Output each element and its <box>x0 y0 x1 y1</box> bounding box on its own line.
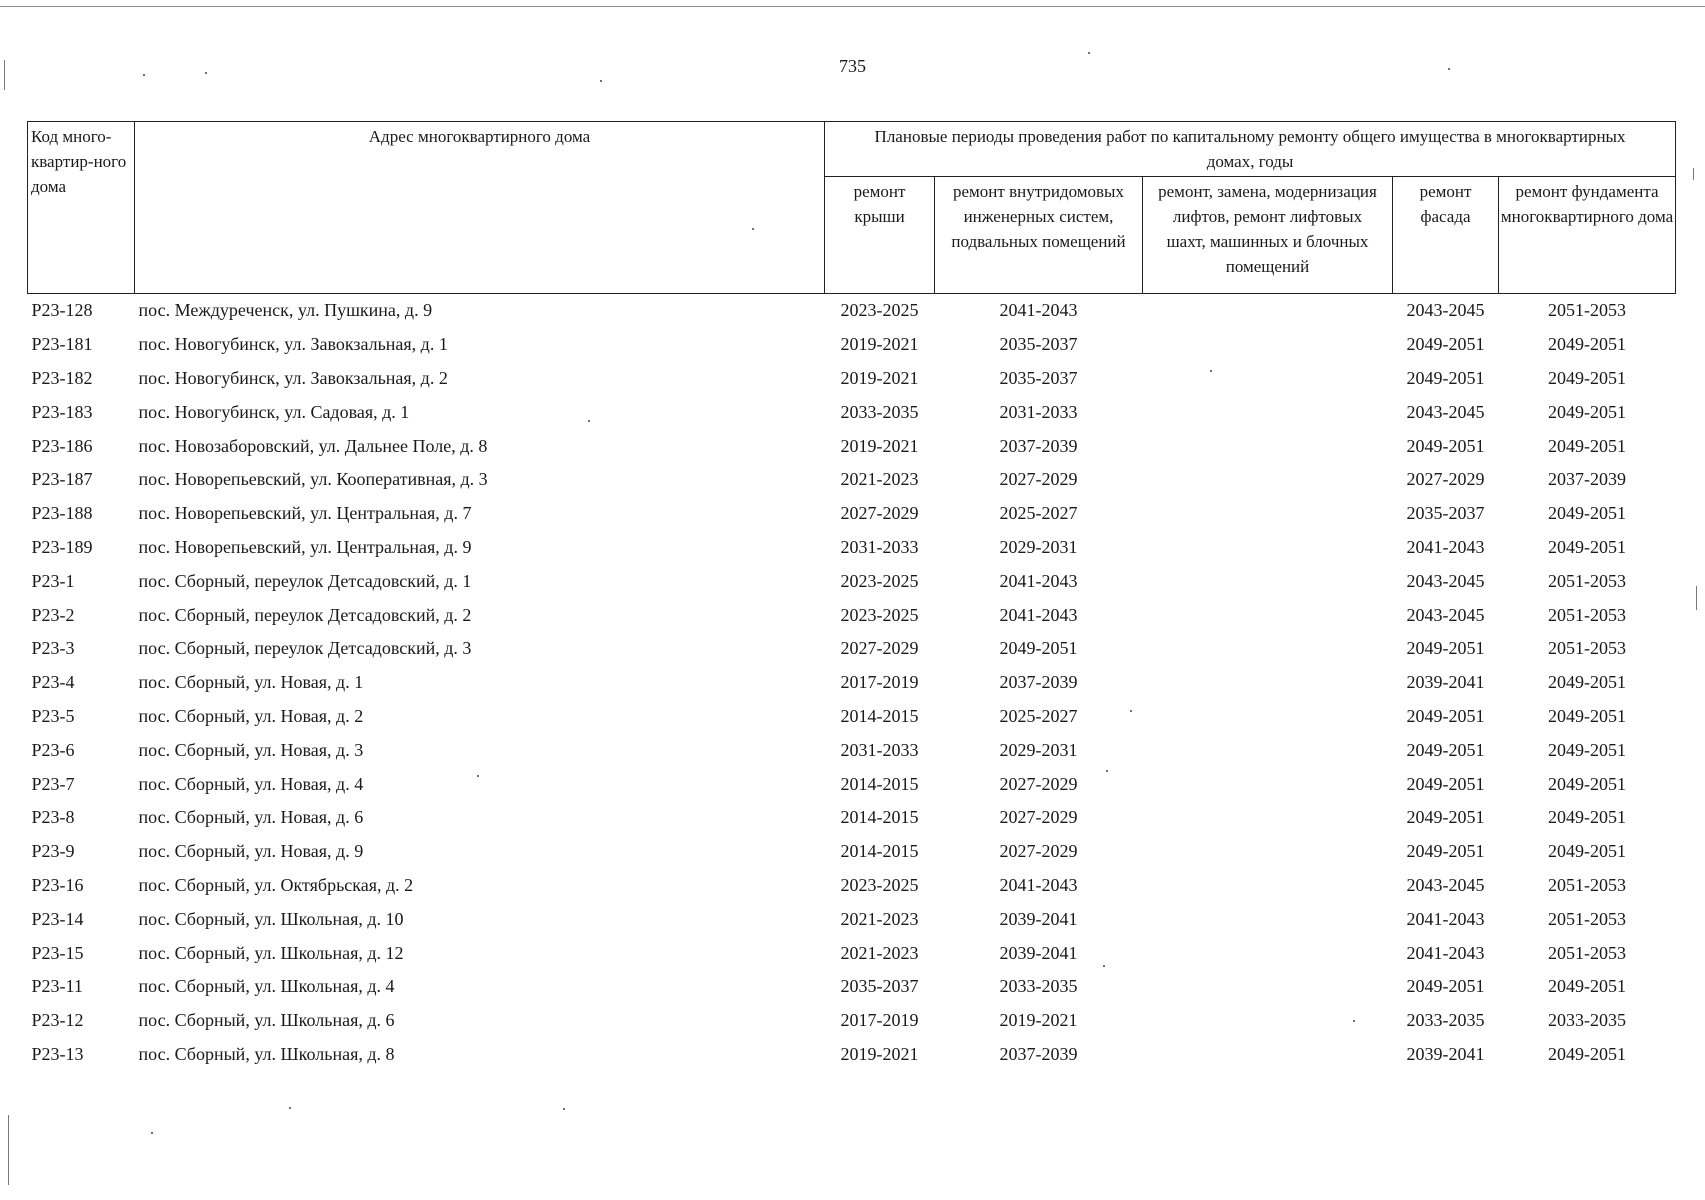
cell-foundation: 2051-2053 <box>1548 874 1627 895</box>
cell-facade: 2049-2051 <box>1406 773 1485 794</box>
cell-code: Р23-188 <box>31 503 93 524</box>
repair-plan-table <box>27 121 1676 1071</box>
scan-speck <box>205 72 207 74</box>
header-row-top <box>28 122 1676 177</box>
cell-code: Р23-16 <box>31 874 84 895</box>
cell-elevators <box>1143 700 1393 734</box>
cell-foundation: 2049-2051 <box>1548 841 1627 862</box>
cell-address: пос. Сборный, ул. Новая, д. 4 <box>138 773 364 794</box>
cell-address: пос. Новорепьевский, ул. Центральная, д. 9 <box>138 536 472 557</box>
scan-speck <box>289 1107 291 1109</box>
cell-elevators <box>1143 294 1393 328</box>
cell-engineering: 2027-2029 <box>999 807 1078 828</box>
cell-code: Р23-6 <box>31 739 75 760</box>
cell-address: пос. Новогубинск, ул. Садовая, д. 1 <box>138 401 410 422</box>
cell-roof: 2014-2015 <box>840 705 919 726</box>
cell-code: Р23-11 <box>31 976 83 997</box>
cell-foundation: 2051-2053 <box>1548 908 1627 929</box>
cell-foundation: 2037-2039 <box>1548 469 1627 490</box>
cell-elevators <box>1143 598 1393 632</box>
scan-speck <box>1088 52 1090 54</box>
cell-code: Р23-189 <box>31 536 93 557</box>
cell-facade: 2043-2045 <box>1406 401 1485 422</box>
cell-facade: 2049-2051 <box>1406 841 1485 862</box>
cell-address: пос. Сборный, ул. Новая, д. 1 <box>138 672 364 693</box>
cell-address: пос. Междуреченск, ул. Пушкина, д. 9 <box>138 300 433 321</box>
cell-roof: 2014-2015 <box>840 807 919 828</box>
table-row <box>28 936 1676 970</box>
cell-address: пос. Сборный, ул. Школьная, д. 8 <box>138 1043 395 1064</box>
cell-engineering: 2037-2039 <box>999 672 1078 693</box>
header-foundation: ремонт фундамента многоквартирного дома <box>1499 177 1676 294</box>
cell-facade: 2049-2051 <box>1406 334 1485 355</box>
scan-speck <box>563 1108 565 1110</box>
cell-code: Р23-128 <box>31 300 93 321</box>
cell-foundation: 2049-2051 <box>1548 705 1627 726</box>
cell-address: пос. Сборный, ул. Октябрьская, д. 2 <box>138 874 414 895</box>
cell-roof: 2023-2025 <box>840 874 919 895</box>
table-row <box>28 497 1676 531</box>
cell-code: Р23-183 <box>31 401 93 422</box>
cell-code: Р23-14 <box>31 908 84 929</box>
cell-code: Р23-7 <box>31 773 75 794</box>
cell-roof: 2027-2029 <box>840 638 919 659</box>
cell-code: Р23-186 <box>31 435 93 456</box>
cell-foundation: 2049-2051 <box>1548 536 1627 557</box>
header-roof: ремонт крыши <box>825 177 935 294</box>
cell-foundation: 2049-2051 <box>1548 773 1627 794</box>
cell-engineering: 2033-2035 <box>999 976 1078 997</box>
cell-engineering: 2027-2029 <box>999 773 1078 794</box>
cell-facade: 2033-2035 <box>1406 1010 1485 1031</box>
cell-facade: 2035-2037 <box>1406 503 1485 524</box>
cell-address: пос. Сборный, ул. Школьная, д. 10 <box>138 908 404 929</box>
cell-address: пос. Новозаборовский, ул. Дальнее Поле, д. 8 <box>138 435 488 456</box>
cell-elevators <box>1143 1004 1393 1038</box>
cell-address: пос. Сборный, ул. Школьная, д. 12 <box>138 942 404 963</box>
cell-engineering: 2035-2037 <box>999 334 1078 355</box>
cell-foundation: 2049-2051 <box>1548 401 1627 422</box>
cell-engineering: 2041-2043 <box>999 874 1078 895</box>
cell-roof: 2035-2037 <box>840 976 919 997</box>
table-row <box>28 294 1676 328</box>
cell-facade: 2043-2045 <box>1406 604 1485 625</box>
cell-facade: 2039-2041 <box>1406 672 1485 693</box>
cell-roof: 2031-2033 <box>840 536 919 557</box>
table-row <box>28 835 1676 869</box>
scan-speck <box>477 775 479 777</box>
scan-speck <box>588 420 590 422</box>
cell-address: пос. Новогубинск, ул. Завокзальная, д. 2 <box>138 367 448 388</box>
cell-address: пос. Новогубинск, ул. Завокзальная, д. 1 <box>138 334 448 355</box>
cell-address: пос. Новорепьевский, ул. Центральная, д. 7 <box>138 503 472 524</box>
scan-speck <box>600 80 602 82</box>
cell-elevators <box>1143 463 1393 497</box>
cell-facade: 2041-2043 <box>1406 942 1485 963</box>
table-row <box>28 531 1676 565</box>
table-row <box>28 733 1676 767</box>
cell-engineering: 2029-2031 <box>999 739 1078 760</box>
cell-engineering: 2037-2039 <box>999 1043 1078 1064</box>
cell-roof: 2021-2023 <box>840 908 919 929</box>
cell-code: Р23-12 <box>31 1010 84 1031</box>
cell-engineering: 2035-2037 <box>999 367 1078 388</box>
cell-code: Р23-4 <box>31 672 75 693</box>
cell-foundation: 2049-2051 <box>1548 435 1627 456</box>
cell-address: пос. Сборный, ул. Школьная, д. 4 <box>138 976 395 997</box>
table-body <box>28 294 1676 1072</box>
cell-facade: 2043-2045 <box>1406 570 1485 591</box>
cell-facade: 2049-2051 <box>1406 807 1485 828</box>
cell-roof: 2019-2021 <box>840 334 919 355</box>
cell-roof: 2017-2019 <box>840 1010 919 1031</box>
cell-elevators <box>1143 632 1393 666</box>
cell-code: Р23-8 <box>31 807 75 828</box>
cell-address: пос. Сборный, ул. Новая, д. 3 <box>138 739 364 760</box>
cell-address: пос. Сборный, ул. Новая, д. 9 <box>138 841 364 862</box>
cell-engineering: 2041-2043 <box>999 300 1078 321</box>
cell-engineering: 2031-2033 <box>999 401 1078 422</box>
cell-roof: 2021-2023 <box>840 942 919 963</box>
cell-foundation: 2049-2051 <box>1548 739 1627 760</box>
cell-code: Р23-182 <box>31 367 93 388</box>
cell-code: Р23-5 <box>31 705 75 726</box>
cell-engineering: 2027-2029 <box>999 841 1078 862</box>
scan-speck <box>1210 370 1212 372</box>
cell-code: Р23-181 <box>31 334 93 355</box>
cell-code: Р23-15 <box>31 942 84 963</box>
cell-foundation: 2049-2051 <box>1548 976 1627 997</box>
scan-edge-mark <box>1696 586 1697 610</box>
cell-engineering: 2025-2027 <box>999 503 1078 524</box>
header-facade: ремонт фасада <box>1393 177 1499 294</box>
table-row <box>28 767 1676 801</box>
cell-roof: 2017-2019 <box>840 672 919 693</box>
cell-elevators <box>1143 362 1393 396</box>
scan-speck <box>151 1132 153 1134</box>
cell-foundation: 2049-2051 <box>1548 1043 1627 1064</box>
table-row <box>28 970 1676 1004</box>
cell-facade: 2049-2051 <box>1406 435 1485 456</box>
scan-speck <box>143 74 145 76</box>
cell-elevators <box>1143 666 1393 700</box>
table-row <box>28 429 1676 463</box>
cell-foundation: 2049-2051 <box>1548 807 1627 828</box>
cell-roof: 2021-2023 <box>840 469 919 490</box>
cell-elevators <box>1143 835 1393 869</box>
cell-elevators <box>1143 733 1393 767</box>
cell-roof: 2023-2025 <box>840 300 919 321</box>
cell-elevators <box>1143 395 1393 429</box>
cell-foundation: 2049-2051 <box>1548 672 1627 693</box>
cell-code: Р23-3 <box>31 638 75 659</box>
cell-code: Р23-13 <box>31 1043 84 1064</box>
page-number: 735 <box>839 56 866 76</box>
cell-roof: 2014-2015 <box>840 773 919 794</box>
cell-roof: 2019-2021 <box>840 435 919 456</box>
cell-foundation: 2051-2053 <box>1548 942 1627 963</box>
cell-address: пос. Сборный, ул. Школьная, д. 6 <box>138 1010 395 1031</box>
scan-speck <box>1106 770 1108 772</box>
cell-code: Р23-2 <box>31 604 75 625</box>
cell-roof: 2033-2035 <box>840 401 919 422</box>
cell-roof: 2031-2033 <box>840 739 919 760</box>
cell-elevators <box>1143 902 1393 936</box>
cell-engineering: 2049-2051 <box>999 638 1078 659</box>
cell-elevators <box>1143 869 1393 903</box>
table-row <box>28 1038 1676 1072</box>
table-row <box>28 902 1676 936</box>
cell-roof: 2019-2021 <box>840 1043 919 1064</box>
scan-speck <box>752 228 754 230</box>
table-row <box>28 869 1676 903</box>
cell-address: пос. Сборный, переулок Детсадовский, д. 2 <box>138 604 472 625</box>
cell-roof: 2027-2029 <box>840 503 919 524</box>
cell-foundation: 2051-2053 <box>1548 604 1627 625</box>
cell-facade: 2049-2051 <box>1406 705 1485 726</box>
table-header <box>28 122 1676 294</box>
cell-facade: 2043-2045 <box>1406 300 1485 321</box>
cell-engineering: 2025-2027 <box>999 705 1078 726</box>
cell-engineering: 2039-2041 <box>999 908 1078 929</box>
table-row <box>28 564 1676 598</box>
top-rule <box>0 6 1705 7</box>
cell-engineering: 2037-2039 <box>999 435 1078 456</box>
cell-foundation: 2049-2051 <box>1548 503 1627 524</box>
header-engineering: ремонт внутридомовых инженерных систем, подвальных помещений <box>935 177 1143 294</box>
table-row <box>28 666 1676 700</box>
cell-elevators <box>1143 531 1393 565</box>
cell-roof: 2023-2025 <box>840 570 919 591</box>
cell-address: пос. Сборный, переулок Детсадовский, д. 1 <box>138 570 472 591</box>
cell-facade: 2049-2051 <box>1406 367 1485 388</box>
header-periods: Плановые периоды проведения работ по капитальному ремонту общего имущества в многоквартирных домах, годы <box>825 122 1676 177</box>
scan-speck <box>1448 68 1450 70</box>
header-elevators: ремонт, замена, модернизация лифтов, ремонт лифтовых шахт, машинных и блочных помещений <box>1143 177 1393 294</box>
table-row <box>28 395 1676 429</box>
table-row <box>28 1004 1676 1038</box>
cell-facade: 2041-2043 <box>1406 536 1485 557</box>
cell-address: пос. Новорепьевский, ул. Кооперативная, д. 3 <box>138 469 488 490</box>
scan-speck <box>1103 965 1105 967</box>
table-row <box>28 463 1676 497</box>
cell-roof: 2023-2025 <box>840 604 919 625</box>
header-code: Код много-квартир-ного дома <box>28 122 135 294</box>
cell-foundation: 2051-2053 <box>1548 638 1627 659</box>
cell-engineering: 2027-2029 <box>999 469 1078 490</box>
cell-facade: 2049-2051 <box>1406 976 1485 997</box>
table-row <box>28 598 1676 632</box>
cell-elevators <box>1143 328 1393 362</box>
cell-roof: 2014-2015 <box>840 841 919 862</box>
table-row <box>28 801 1676 835</box>
cell-elevators <box>1143 564 1393 598</box>
table-row <box>28 700 1676 734</box>
cell-facade: 2039-2041 <box>1406 1043 1485 1064</box>
cell-code: Р23-9 <box>31 841 75 862</box>
cell-engineering: 2029-2031 <box>999 536 1078 557</box>
cell-facade: 2027-2029 <box>1406 469 1485 490</box>
cell-facade: 2043-2045 <box>1406 874 1485 895</box>
cell-elevators <box>1143 970 1393 1004</box>
cell-elevators <box>1143 936 1393 970</box>
cell-address: пос. Сборный, ул. Новая, д. 6 <box>138 807 364 828</box>
cell-foundation: 2033-2035 <box>1548 1010 1627 1031</box>
cell-foundation: 2049-2051 <box>1548 334 1627 355</box>
scan-edge-mark <box>8 1115 9 1185</box>
cell-facade: 2049-2051 <box>1406 739 1485 760</box>
cell-facade: 2041-2043 <box>1406 908 1485 929</box>
cell-engineering: 2039-2041 <box>999 942 1078 963</box>
cell-foundation: 2049-2051 <box>1548 367 1627 388</box>
cell-foundation: 2051-2053 <box>1548 300 1627 321</box>
cell-address: пос. Сборный, переулок Детсадовский, д. 3 <box>138 638 472 659</box>
cell-engineering: 2019-2021 <box>999 1010 1078 1031</box>
scan-speck <box>1130 710 1132 712</box>
cell-roof: 2019-2021 <box>840 367 919 388</box>
cell-code: Р23-1 <box>31 570 75 591</box>
cell-address: пос. Сборный, ул. Новая, д. 2 <box>138 705 364 726</box>
cell-elevators <box>1143 429 1393 463</box>
scan-edge-mark <box>4 60 5 90</box>
cell-facade: 2049-2051 <box>1406 638 1485 659</box>
cell-elevators <box>1143 767 1393 801</box>
cell-elevators <box>1143 497 1393 531</box>
cell-engineering: 2041-2043 <box>999 570 1078 591</box>
cell-foundation: 2051-2053 <box>1548 570 1627 591</box>
table-row <box>28 328 1676 362</box>
scan-speck <box>1353 1020 1355 1022</box>
cell-elevators <box>1143 1038 1393 1072</box>
header-address: Адрес многоквартирного дома <box>135 122 825 294</box>
cell-elevators <box>1143 801 1393 835</box>
scan-edge-mark <box>1693 168 1694 180</box>
table-row <box>28 632 1676 666</box>
cell-code: Р23-187 <box>31 469 93 490</box>
cell-engineering: 2041-2043 <box>999 604 1078 625</box>
table-row <box>28 362 1676 396</box>
